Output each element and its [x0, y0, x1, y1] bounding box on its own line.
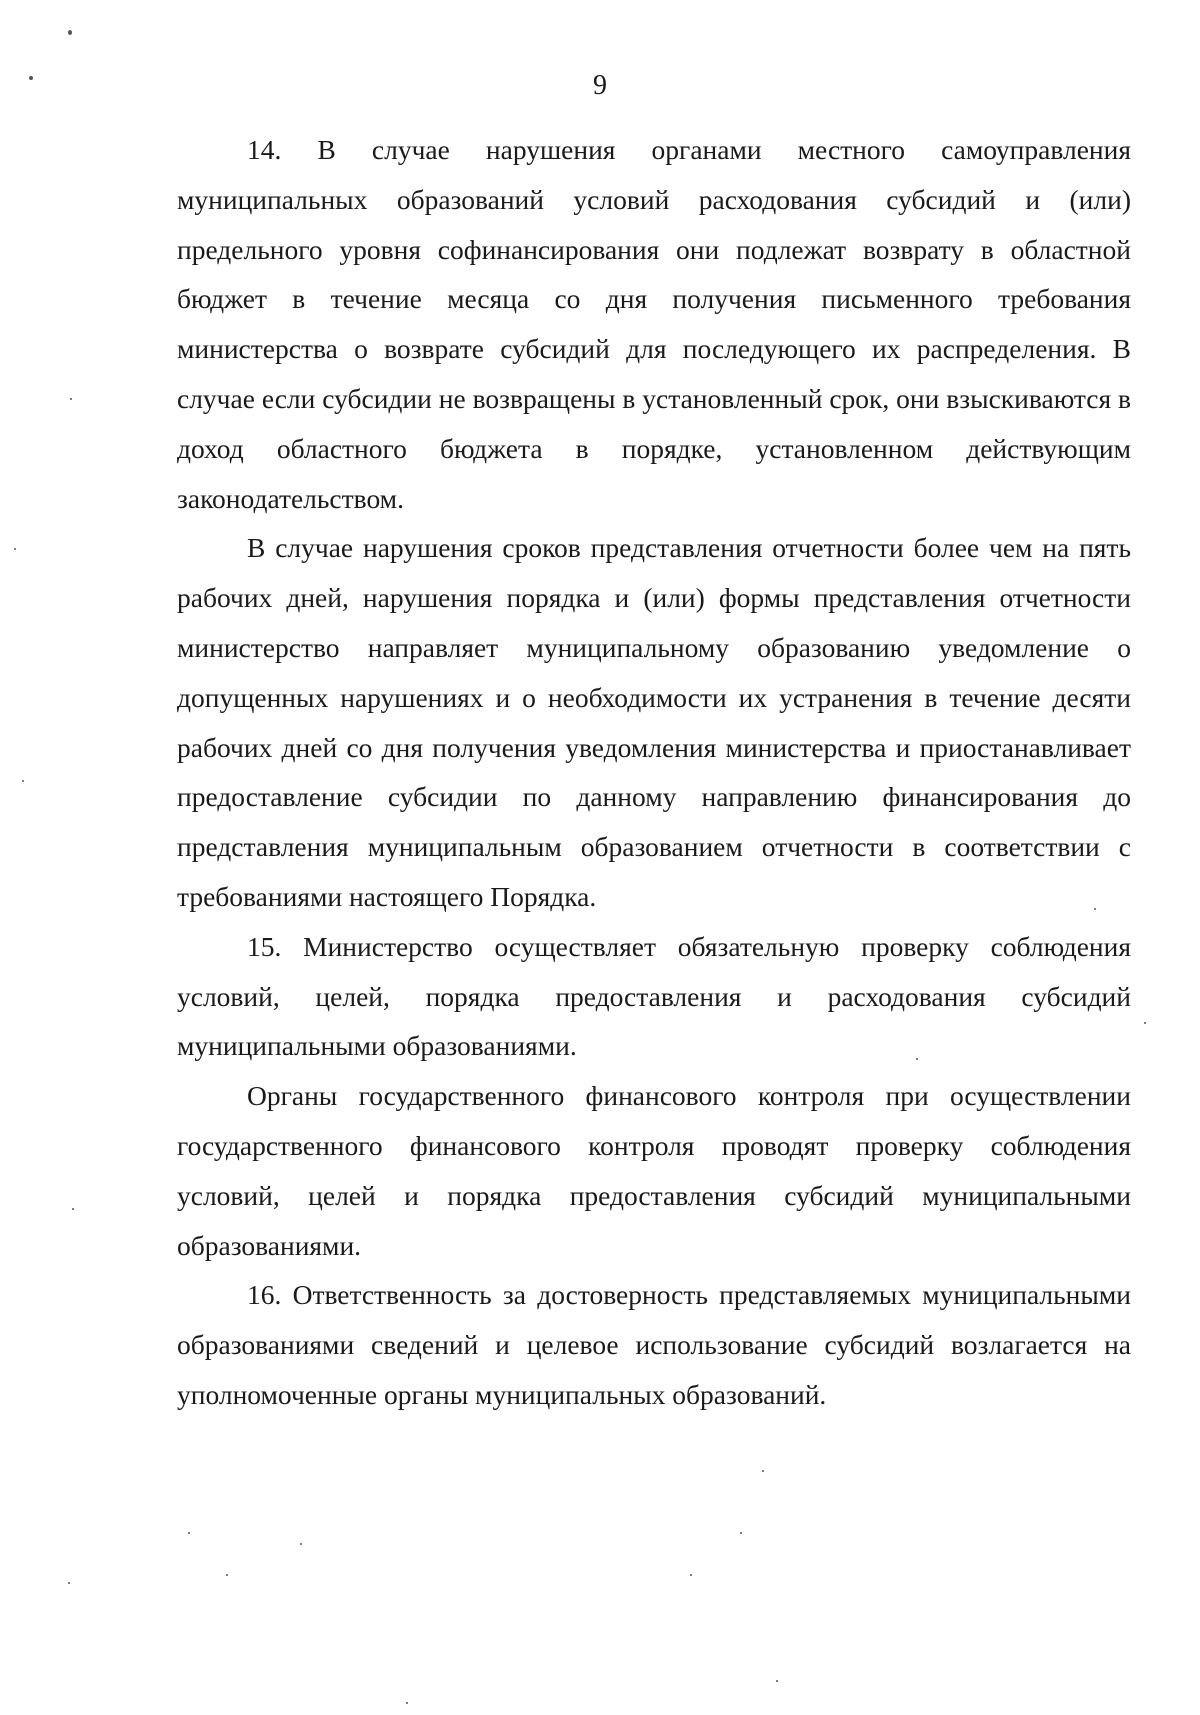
scan-speck [72, 1208, 74, 1210]
paragraph-financial-control: Органы государственного финансового контроля при осуществлении государственного финансового контроля проводят проверку соблюдения условий, целей и порядка предоставления субсидий муниципальными образованиями. [177, 1080, 1131, 1261]
scan-speck [22, 780, 24, 782]
paragraph-15: 15. Министерство осуществляет обязательную проверку соблюдения условий, целей, порядка предоставления и расходования субсидий муниципальными образованиями. [177, 930, 1131, 1062]
scan-speck [14, 548, 16, 550]
paragraph-14: 14. В случае нарушения органами местного самоуправления муниципальных образований условий расходования субсидий и (или) предельного уровня софинансирования они подлежат возврату в областной бюджет в течение месяца со дня получения письменного требования министерства о возврате субсидий для последующего их распределения. В случае если субсидии не возвращены в установленный срок, они взыскиваются в доход областного бюджета в порядке, установленном действующим законодательством. [177, 134, 1131, 514]
paragraph-16: 16. Ответственность за достоверность представляемых муниципальными образованиями сведений и целевое использование субсидий возлагается на уполномоченные органы муниципальных образований. [177, 1279, 1131, 1410]
scan-speck [776, 1680, 778, 1682]
scan-speck [1094, 908, 1096, 910]
paragraph-reporting-violations: В случае нарушения сроков представления отчетности более чем на пять рабочих дней, нарушения порядка и (или) формы представления отчетности министерство направляет муниципальному образованию уведомление о допущенных нарушениях и о необходимости их устранения в течение десяти рабочих дней со дня получения уведомления министерства и приостанавливает предоставление субсидии по данному направлению финансирования до представления муниципальным образованием отчетности в соответствии с требованиями настоящего Порядка. [177, 532, 1131, 912]
scan-speck [68, 30, 72, 35]
scan-speck [406, 1702, 408, 1704]
scan-speck [690, 1574, 692, 1576]
scan-speck [68, 1582, 70, 1584]
scan-speck [226, 1574, 228, 1576]
scan-speck [916, 1058, 918, 1060]
page-number: 9 [593, 70, 607, 101]
scan-speck [70, 398, 72, 400]
scan-speck [300, 1543, 302, 1545]
scan-speck [740, 1532, 742, 1534]
document-body [177, 125, 1131, 1420]
scan-speck [188, 1532, 190, 1534]
scan-speck [762, 1470, 764, 1472]
scan-speck [1144, 1022, 1146, 1024]
scan-speck [29, 76, 33, 80]
